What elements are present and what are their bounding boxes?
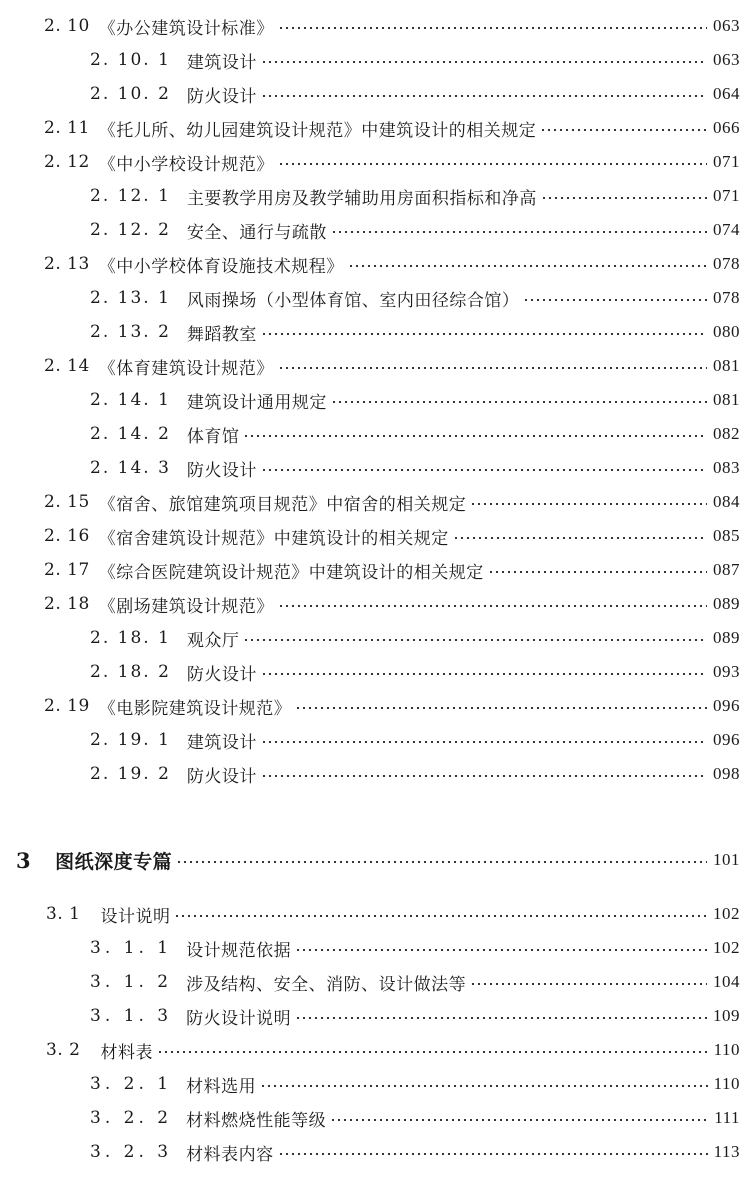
section-number: 2. 14. 2 [90,424,171,444]
page-number: 102 [713,904,740,923]
section-number: 3. 1. 3 [90,1006,173,1026]
page-number: 081 [713,356,740,375]
page-number: 085 [713,526,740,545]
toc-entry[interactable] [44,352,740,380]
section-title: 防火设计 [186,460,257,481]
page-number: 096 [713,696,740,715]
dot-leader [261,673,707,675]
page-number: 083 [713,458,740,477]
page-number: 096 [713,730,740,749]
section-title: 《剧场建筑设计规范》 [98,596,274,617]
page-number: 098 [713,764,740,783]
section-number: 2. 16 [44,526,90,546]
section-title: 舞蹈教室 [186,324,257,345]
section-number: 3. 1. 1 [90,938,173,958]
dot-leader [261,469,707,471]
section-number: 2. 10. 1 [90,50,171,70]
toc-entry[interactable] [46,900,740,928]
toc-entry[interactable] [44,114,740,142]
toc-entry[interactable] [90,216,740,244]
section-title: 涉及结构、安全、消防、设计做法等 [186,974,467,995]
dot-leader [470,983,707,985]
section-title: 防火设计 [186,766,257,787]
dot-leader [261,333,707,335]
toc-entry[interactable] [44,522,740,550]
dot-leader [523,299,707,301]
page-number: 110 [713,1040,740,1059]
dot-leader [278,605,707,607]
toc-entry[interactable] [44,148,740,176]
page-number: 078 [713,254,740,273]
section-number: 2. 19. 2 [90,764,171,784]
toc-entry[interactable] [90,760,740,788]
section-title: 材料表 [100,1042,153,1063]
page-number: 104 [713,972,740,991]
dot-leader [331,231,707,233]
toc-entry[interactable] [90,454,740,482]
section-title: 风雨操场（小型体育馆、室内田径综合馆） [186,290,520,311]
toc-entry[interactable] [44,590,740,618]
section-title: 《综合医院建筑设计规范》中建筑设计的相关规定 [98,562,484,583]
toc-entry[interactable] [90,624,740,652]
section-title: 《中小学校设计规范》 [98,154,274,175]
toc-entry[interactable] [90,726,740,754]
toc-entry[interactable] [44,488,740,516]
toc-entry[interactable] [90,80,740,108]
dot-leader [330,1119,708,1121]
section-number: 2. 19 [44,696,90,716]
section-number: 2. 10 [44,16,90,36]
section-title: 《中小学校体育设施技术规程》 [98,256,344,277]
toc-entry[interactable] [90,1104,740,1132]
section-number: 2. 15 [44,492,90,512]
toc-entry[interactable] [44,556,740,584]
section-title: 安全、通行与疏散 [186,222,327,243]
section-title: 材料选用 [186,1076,257,1097]
dot-leader [278,163,707,165]
page-number: 063 [713,16,740,35]
section-number: 3. 2. 1 [90,1074,173,1094]
toc-entry[interactable] [90,46,740,74]
section-number: 2. 14. 1 [90,390,171,410]
dot-leader [174,915,707,917]
dot-leader [261,775,707,777]
toc-entry[interactable] [46,1036,740,1064]
section-number: 2. 18. 1 [90,628,171,648]
section-number: 3. 2. 2 [90,1108,173,1128]
section-number: 2. 12. 2 [90,220,171,240]
toc-entry[interactable] [90,420,740,448]
page-number: 063 [713,50,740,69]
page-number: 071 [713,186,740,205]
dot-leader [243,639,707,641]
page-number: 089 [713,628,740,647]
dot-leader [295,1017,707,1019]
dot-leader [261,61,707,63]
dot-leader [331,401,707,403]
page-number: 109 [713,1006,740,1025]
toc-entry[interactable] [90,386,740,414]
page-number: 078 [713,288,740,307]
section-number: 2. 10. 2 [90,84,171,104]
section-title: 材料表内容 [186,1144,274,1165]
page-number: 082 [713,424,740,443]
section-number: 2. 14 [44,356,90,376]
page-number: 087 [713,560,740,579]
section-title: 《托儿所、幼儿园建筑设计规范》中建筑设计的相关规定 [98,120,537,141]
section-number: 2. 19. 1 [90,730,171,750]
toc-entry[interactable] [44,12,740,40]
toc-entry[interactable] [90,1138,740,1166]
dot-leader [541,197,707,199]
toc-entry[interactable] [90,318,740,346]
section-number: 3. 1. 2 [90,972,173,992]
toc-entry[interactable] [90,1070,740,1098]
section-title: 体育馆 [186,426,240,447]
page-number: 064 [713,84,740,103]
chapter-title: 图纸深度专篇 [55,850,173,873]
page-number: 101 [713,850,740,869]
toc-entry[interactable] [90,658,740,686]
section-title: 《体育建筑设计规范》 [98,358,274,379]
toc-entry[interactable] [90,968,740,996]
dot-leader [470,503,707,505]
dot-leader [540,129,707,131]
page-number: 110 [713,1074,740,1093]
toc-entry[interactable] [90,284,740,312]
section-number: 2. 12 [44,152,90,172]
toc-entry[interactable] [90,182,740,210]
dot-leader [295,707,707,709]
section-number: 2. 11 [44,118,90,138]
dot-leader [261,95,707,97]
section-title: 《宿舍、旅馆建筑项目规范》中宿舍的相关规定 [98,494,467,515]
section-number: 2. 13. 1 [90,288,171,308]
dot-leader [295,949,707,951]
dot-leader [348,265,707,267]
page-number: 093 [713,662,740,681]
section-number: 3. 2. 3 [90,1142,173,1162]
section-number: 2. 14. 3 [90,458,171,478]
chapter-number: 3 [16,847,32,873]
section-number: 2. 18. 2 [90,662,171,682]
dot-leader [278,367,707,369]
section-title: 防火设计说明 [186,1008,292,1029]
section-title: 主要教学用房及教学辅助用房面积指标和净高 [186,188,537,209]
section-number: 2. 18 [44,594,90,614]
section-title: 《宿舍建筑设计规范》中建筑设计的相关规定 [98,528,449,549]
section-title: 设计说明 [100,906,171,927]
toc-entry[interactable] [90,1002,740,1030]
dot-leader [488,571,707,573]
toc-chapter-entry[interactable] [16,846,740,874]
dot-leader [157,1051,708,1053]
section-title: 防火设计 [186,86,257,107]
page-number: 080 [713,322,740,341]
dot-leader [278,27,707,29]
dot-leader [278,1153,708,1155]
toc-entry[interactable] [44,692,740,720]
dot-leader [453,537,707,539]
page-number: 081 [713,390,740,409]
section-title: 建筑设计 [186,52,257,73]
section-title: 建筑设计 [186,732,257,753]
section-title: 材料燃烧性能等级 [186,1110,327,1131]
page-number: 066 [713,118,740,137]
toc-entry[interactable] [44,250,740,278]
section-title: 《电影院建筑设计规范》 [98,698,292,719]
section-title: 防火设计 [186,664,257,685]
section-title: 建筑设计通用规定 [186,392,327,413]
dot-leader [260,1085,708,1087]
page-number: 074 [713,220,740,239]
page-number: 071 [713,152,740,171]
dot-leader [176,861,707,863]
section-number: 2. 13. 2 [90,322,171,342]
dot-leader [243,435,707,437]
section-number: 3. 1 [46,904,81,924]
section-number: 2. 17 [44,560,90,580]
page-number: 084 [713,492,740,511]
section-title: 设计规范依据 [186,940,292,961]
section-title: 《办公建筑设计标准》 [98,18,274,39]
section-number: 2. 12. 1 [90,186,171,206]
page-number: 089 [713,594,740,613]
section-number: 2. 13 [44,254,90,274]
page-number: 111 [714,1108,740,1127]
toc-entry[interactable] [90,934,740,962]
page-number: 113 [713,1142,740,1161]
section-title: 观众厅 [186,630,240,651]
page-number: 102 [713,938,740,957]
dot-leader [261,741,707,743]
section-number: 3. 2 [46,1040,81,1060]
